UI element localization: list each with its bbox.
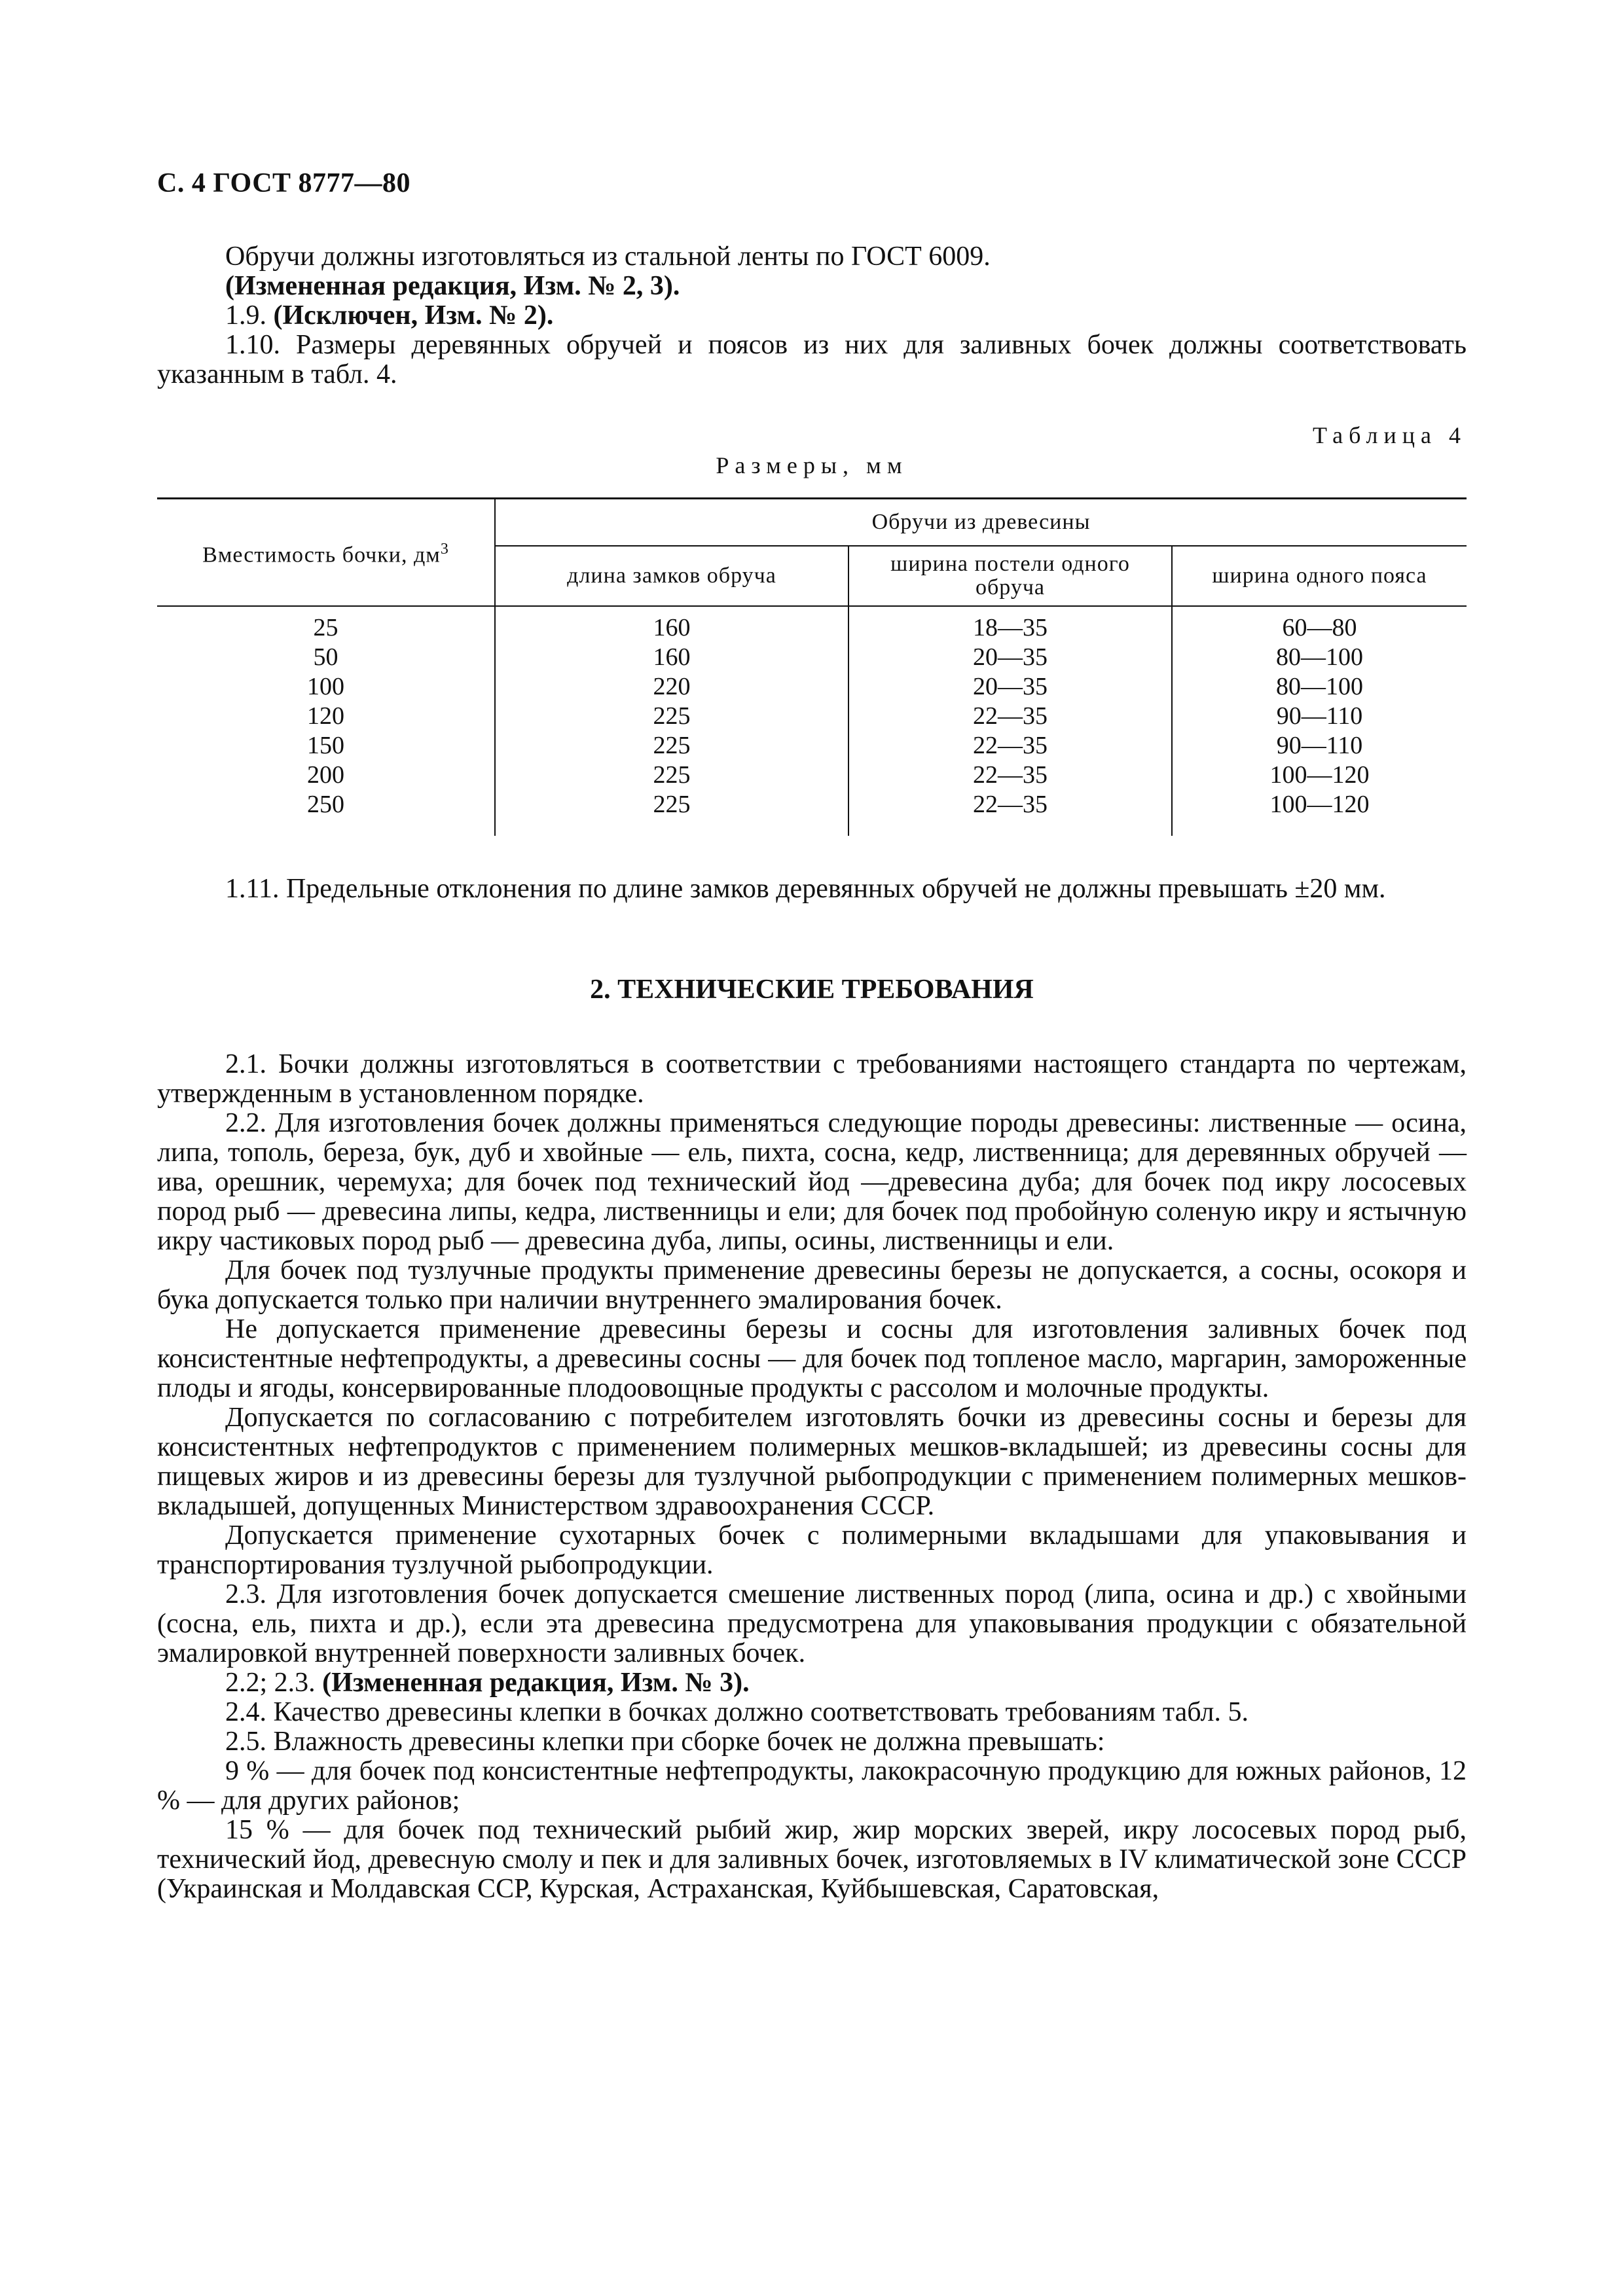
table-cell: 20—35 xyxy=(973,673,1048,700)
table-cell: 225 xyxy=(653,702,691,730)
table-cell: 20—35 xyxy=(973,643,1048,671)
belt-width-column xyxy=(1172,606,1467,836)
paragraph: Допускается по согласованию с потребителем изготовлять бочки из древесины сосны и березы для консистентных нефтепродуктов с применением полимерных мешков-вкладышей; из древесины сосны для пищевых жиров и из древесины березы для тузлучной рыбопродукции с применением полимерных мешков-вкладышей, допущенных Министерством здравоохранения СССР. xyxy=(157,1403,1467,1521)
section-title: 2. ТЕХНИЧЕСКИЕ ТРЕБОВАНИЯ xyxy=(590,975,1034,1005)
header-bed-width: ширина постели одного обруча xyxy=(848,546,1172,606)
table-cell: 220 xyxy=(653,673,691,700)
clause-number: 2.2; 2.3. xyxy=(225,1668,316,1698)
paragraph: 2.2. Для изготовления бочек должны применяться следующие породы древесины: лиственные — осина, липа, тополь, береза, бук, дуб и хвойные — ель, пихта, сосна, кедр, лиственница; для деревянных обручей — ива, орешник, черемуха; для бочек под технический йод —древесина дуба; для бочек под икру лососевых пород рыб — древесина липы, кедра, лиственницы и ели; для бочек под пробойную соленую икру и ястычную икру частиковых пород рыб — древесина дуба, липы, осины, лиственницы и ели. xyxy=(157,1108,1467,1256)
paragraph: 2.4. Качество древесины клепки в бочках должно соответствовать требованиям табл. 5. xyxy=(225,1697,1249,1727)
table-cell: 150 xyxy=(307,732,344,759)
header-group-wood-hoops: Обручи из древесины xyxy=(495,499,1467,547)
dimensions-table xyxy=(157,497,1467,836)
table-cell: 100—120 xyxy=(1269,761,1370,789)
table-cell: 80—100 xyxy=(1276,673,1363,700)
table-cell: 225 xyxy=(653,761,691,789)
paragraph: 15 % — для бочек под технический рыбий жир, жир морских зверей, икру лососевых пород рыб, технический йод, древесную смолу и пек и для заливных бочек, изготовляемых в IV климатической зоне СССР (Украинская и Молдавская ССР, Курская, Астраханская, Куйбышевская, Саратовская, xyxy=(157,1815,1467,1904)
table-cell: 100—120 xyxy=(1269,791,1370,818)
table-cell: 80—100 xyxy=(1276,643,1363,671)
paragraph: 2.5. Влажность древесины клепки при сборке бочек не должна превышать: xyxy=(225,1727,1105,1757)
table-cell: 100 xyxy=(307,673,344,700)
header-lock-length: длина замков обруча xyxy=(495,546,848,606)
paragraph: Не допускается применение древесины березы и сосны для изготовления заливных бочек под консистентные нефтепродукты, а древесины сосны — для бочек под топленое масло, маргарин, замороженные плоды и ягоды, консервированные плодоовощные продукты с рассолом и молочные продукты. xyxy=(157,1314,1467,1403)
paragraph xyxy=(157,301,1467,331)
table-cell: 160 xyxy=(653,643,691,671)
table-cell: 18—35 xyxy=(973,614,1048,641)
table-cell: 60—80 xyxy=(1282,614,1357,641)
deviation-block xyxy=(157,874,1467,904)
paragraph xyxy=(157,1668,1467,1698)
table-caption: Размеры, мм xyxy=(716,452,908,478)
capacity-column xyxy=(157,606,495,836)
table-cell: 225 xyxy=(653,791,691,818)
revision-note: (Измененная редакция, Изм. № 3). xyxy=(322,1668,750,1698)
lock-length-column xyxy=(495,606,848,836)
table-cell: 160 xyxy=(653,614,691,641)
bed-width-column xyxy=(848,606,1172,836)
table-cell: 50 xyxy=(313,643,338,671)
table-cell: 120 xyxy=(307,702,344,730)
paragraph: 9 % — для бочек под консистентные нефтепродукты, лакокрасочную продукцию для южных районов, 12 % — для других районов; xyxy=(157,1756,1467,1816)
paragraph: Обручи должны изготовляться из стальной ленты по ГОСТ 6009. xyxy=(225,242,991,272)
intro-block xyxy=(157,242,1467,389)
table-cell: 22—35 xyxy=(973,791,1048,818)
header-belt-width: ширина одного пояса xyxy=(1172,546,1467,606)
table-cell: 200 xyxy=(307,761,344,789)
paragraph: Допускается применение сухотарных бочек с полимерными вкладышами для упаковывания и транспортирования тузлучной рыбопродукции. xyxy=(157,1520,1467,1580)
paragraph: 1.10. Размеры деревянных обручей и поясов из них для заливных бочек должны соответствовать указанным в табл. 4. xyxy=(157,330,1467,389)
requirements-block xyxy=(157,1050,1467,1904)
revision-note: (Исключен, Изм. № 2). xyxy=(273,300,554,331)
header-capacity: Вместимость бочки, $дм^3$ xyxy=(157,499,495,607)
table-row xyxy=(157,606,1467,836)
table-cell: 22—35 xyxy=(973,761,1048,789)
paragraph: 1.11. Предельные отклонения по длине замков деревянных обручей не должны превышать ±20 мм. xyxy=(225,874,1386,904)
table-cell: 22—35 xyxy=(973,732,1048,759)
table-cell: 25 xyxy=(313,614,338,641)
revision-note: (Измененная редакция, Изм. № 2, 3). xyxy=(225,271,680,301)
table-cell: 225 xyxy=(653,732,691,759)
table-cell: 22—35 xyxy=(973,702,1048,730)
paragraph: Для бочек под тузлучные продукты применение древесины березы не допускается, а сосны, осокоря и бука допускается только при наличии внутреннего эмалирования бочек. xyxy=(157,1255,1467,1315)
page-header: С. 4 ГОСТ 8777—80 xyxy=(157,168,411,198)
table-cell: 250 xyxy=(307,791,344,818)
paragraph: 2.3. Для изготовления бочек допускается смешение лиственных пород (липа, осина и др.) с хвойными (сосна, ель, пихта и др.), если эта древесина предусмотрена для упаковывания продукции с обязательной эмалировкой внутренней поверхности заливных бочек. xyxy=(157,1579,1467,1668)
table-label: Таблица 4 xyxy=(1313,422,1467,448)
table-cell: 90—110 xyxy=(1276,732,1363,759)
clause-number: 1.9. xyxy=(225,300,266,331)
table-cell: 90—110 xyxy=(1276,702,1363,730)
paragraph: 2.1. Бочки должны изготовляться в соответствии с требованиями настоящего стандарта по чертежам, утвержденным в установленном порядке. xyxy=(157,1049,1467,1109)
